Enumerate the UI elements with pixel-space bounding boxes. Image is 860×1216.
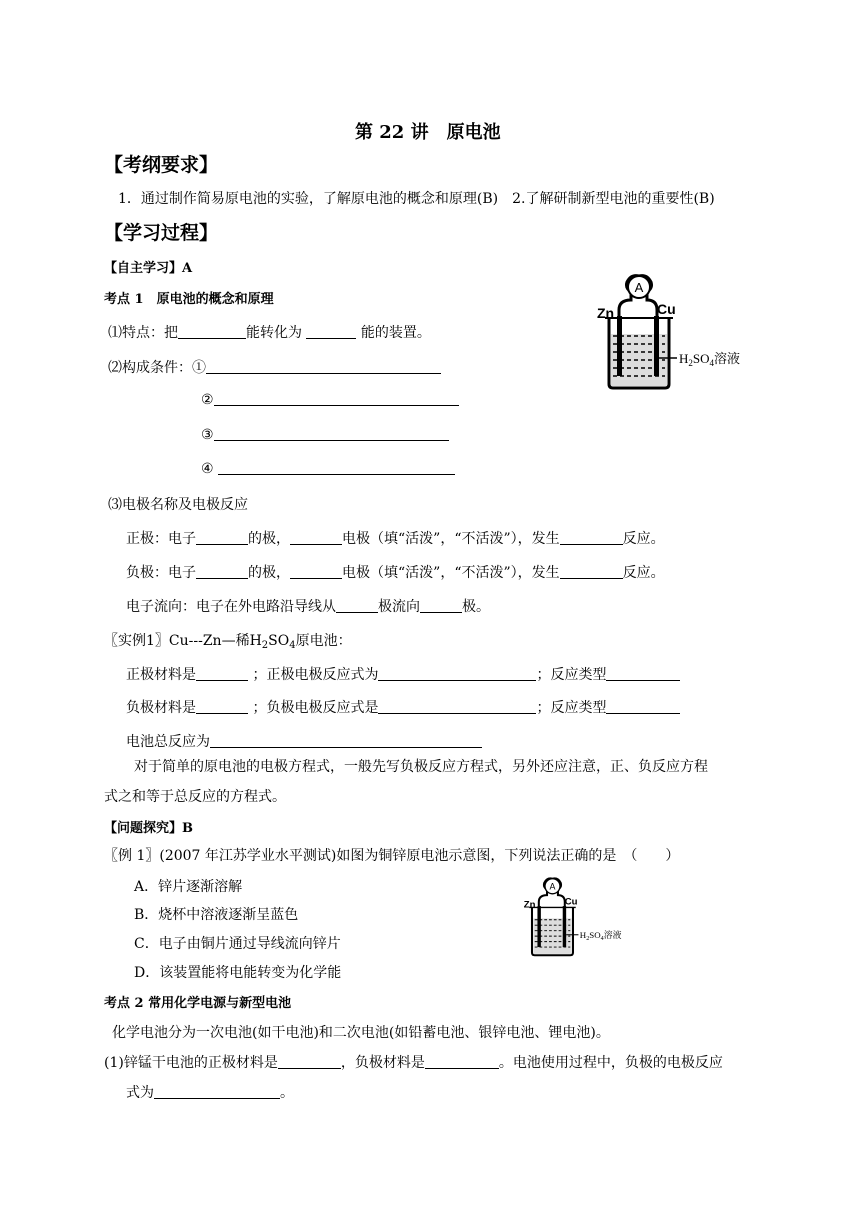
neg-text-a: 负极：电子 (126, 565, 196, 581)
pm-text-a: 正极材料是 (126, 667, 196, 683)
pos-text-b: 的极， (248, 531, 290, 547)
nm-text-b: ；负极电极反应式是 (252, 700, 379, 716)
flow-text-b: 极流向 (378, 599, 420, 615)
note-line-2: 式之和等于总反应的方程式。 (104, 789, 286, 805)
total-text: 电池总反应为 (126, 734, 210, 750)
option-c[interactable]: C．电子由铜片通过导线流向锌片 (134, 936, 341, 952)
pm-text-b: ；正极电极反应式为 (252, 667, 379, 683)
blank[interactable] (306, 324, 356, 339)
requirements-heading: 【考纲要求】 (104, 154, 219, 176)
zn-text-e: 。 (280, 1085, 294, 1101)
option-d[interactable]: D．该装置能将电能转变为化学能 (134, 965, 342, 981)
instance1-line (104, 630, 352, 651)
instance1-text-a: 〖实例1〗Cu---Zn—稀H (104, 633, 262, 649)
point2-heading: 考点 2 常用化学电源与新型电池 (104, 996, 292, 1011)
electron-flow-line (126, 596, 490, 616)
negative-material-line (126, 697, 680, 717)
blank[interactable] (290, 564, 342, 579)
negative-electrode-line (126, 562, 665, 582)
blank[interactable] (206, 359, 441, 374)
flow-text-c: 极。 (462, 599, 490, 615)
solution-label: $H_2SO_4$溶液 (579, 930, 622, 943)
galvanic-cell-diagram (595, 272, 765, 392)
q2-marker-2: ② (201, 392, 214, 408)
neg-text-c: 电极（填“活泼”，“不活泼”），发生 (342, 565, 560, 581)
q1-text-c: 能的装置。 (360, 325, 431, 341)
ammeter-label: A (634, 280, 644, 295)
zn-text-c: 。电池使用过程中，负极的电极反应 (498, 1055, 723, 1071)
cu-label: Cu (564, 896, 578, 908)
q2-line-4 (201, 460, 455, 477)
total-reaction-line (126, 731, 482, 751)
blank[interactable] (178, 324, 246, 339)
q2-marker-4: ④ (201, 461, 214, 477)
zn-label: Zn (597, 305, 615, 321)
example1-question: 〖例 1〗(2007 年江苏学业水平测试)如图为铜锌原电池示意图，下列说法正确的是 （ ） (104, 848, 680, 864)
zn-label: Zn (523, 899, 536, 911)
pos-text-a: 正极：电子 (126, 531, 196, 547)
blank[interactable] (278, 1054, 341, 1069)
blank[interactable] (378, 699, 536, 714)
blank[interactable] (218, 460, 455, 475)
instance1-text-b: SO (268, 633, 290, 649)
blank[interactable] (336, 598, 378, 613)
nm-text-c: ；反应类型 (536, 700, 607, 716)
blank[interactable] (425, 1054, 499, 1069)
q3-text: ⑶电极名称及电极反应 (108, 497, 248, 513)
instance1-text-c: 原电池： (295, 633, 352, 649)
zn-text-a: (1)锌锰干电池的正极材料是 (104, 1055, 278, 1071)
q2-text: ⑵构成条件：① (108, 360, 206, 376)
chem-battery-text: 化学电池分为一次电池(如干电池)和二次电池(如铅蓄电池、银锌电池、锂电池)。 (112, 1025, 610, 1041)
galvanic-cell-diagram-small (518, 876, 643, 958)
positive-material-line (126, 664, 680, 684)
instance1-sub-1: 2 (261, 640, 269, 651)
q1-text-b: 能转化为 (246, 325, 302, 341)
nm-text-a: 负极材料是 (126, 700, 196, 716)
blank[interactable] (290, 530, 342, 545)
blank[interactable] (196, 564, 248, 579)
positive-electrode-line (126, 528, 665, 548)
q2-marker-3: ③ (201, 427, 214, 443)
option-a[interactable]: A．锌片逐渐溶解 (134, 879, 243, 895)
self-study-label: 【自主学习】A (104, 261, 193, 276)
blank[interactable] (196, 699, 248, 714)
blank[interactable] (606, 666, 680, 681)
solution-label: $H_2SO_4$溶液 (679, 351, 741, 368)
inquiry-label: 【问题探究】B (104, 821, 193, 836)
ammeter-label: A (549, 881, 556, 892)
note-line-1: 对于简单的原电池的电极方程式，一般先写负极反应方程式，另外还应注意，正、负反应方程 (134, 759, 708, 775)
instance1-sub-2: 4 (289, 640, 296, 651)
neg-text-d: 反应。 (622, 565, 665, 581)
neg-text-b: 的极， (248, 565, 290, 581)
zn-text-d: 式为 (126, 1085, 154, 1101)
q1-line (108, 322, 431, 342)
blank[interactable] (214, 426, 449, 441)
point1-heading: 考点 1 原电池的概念和原理 (104, 292, 274, 307)
cu-label: Cu (657, 301, 676, 317)
zn-text-b: ，负极材料是 (340, 1055, 425, 1071)
blank[interactable] (196, 530, 248, 545)
blank[interactable] (606, 699, 680, 714)
process-heading: 【学习过程】 (104, 222, 219, 244)
blank[interactable] (214, 391, 459, 406)
blank[interactable] (196, 666, 248, 681)
blank[interactable] (420, 598, 462, 613)
q2-line-2 (201, 391, 459, 408)
pos-text-c: 电极（填“活泼”，“不活泼”），发生 (342, 531, 560, 547)
blank[interactable] (560, 530, 623, 545)
zn-mn-line-2 (126, 1082, 294, 1102)
blank[interactable] (378, 666, 536, 681)
blank[interactable] (154, 1084, 280, 1099)
q2-line-3 (201, 426, 449, 443)
requirements-text: 1．通过制作简易原电池的实验，了解原电池的概念和原理(B) 2.了解研制新型电池的重要性(B) (118, 191, 715, 207)
option-b[interactable]: B．烧杯中溶液逐渐呈蓝色 (134, 907, 299, 923)
blank[interactable] (560, 564, 623, 579)
page-title: 第 22 讲 原电池 (355, 122, 501, 143)
q1-text-a: ⑴特点：把 (108, 325, 178, 341)
blank[interactable] (210, 733, 482, 748)
flow-text-a: 电子流向：电子在外电路沿导线从 (126, 599, 336, 615)
pm-text-c: ；反应类型 (536, 667, 607, 683)
zn-mn-line (104, 1052, 723, 1072)
pos-text-d: 反应。 (622, 531, 665, 547)
q2-line (108, 357, 441, 377)
